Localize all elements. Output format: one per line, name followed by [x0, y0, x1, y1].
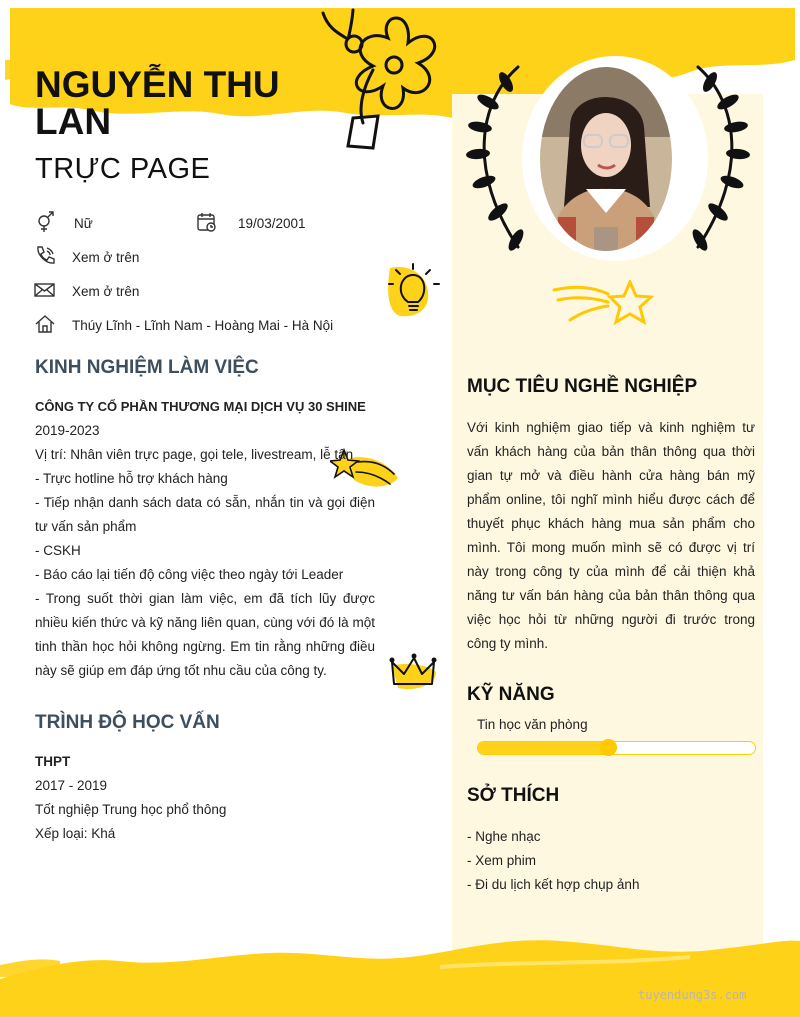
- date-of-birth: 19/03/2001: [238, 216, 306, 231]
- bottom-brush-decoration: [0, 927, 800, 1017]
- phone-icon: [34, 245, 56, 267]
- email-value: Xem ở trên: [72, 284, 140, 299]
- experience-line: - Trong suốt thời gian làm việc, em đã tích lũy được nhiều kiến thức và kỹ năng liên quan, cùng với đó là một tinh thần học hỏi không ngừng. Em tin rằng những điều này sẽ giúp em đáp ứng tốt nhu cầu của công ty.: [35, 591, 375, 678]
- phone-value: Xem ở trên: [72, 250, 140, 265]
- profile-photo: [540, 67, 672, 251]
- education-heading: TRÌNH ĐỘ HỌC VẤN: [35, 712, 220, 733]
- candidate-position: TRỰC PAGE: [35, 153, 211, 185]
- experience-line: - Tiếp nhận danh sách data có sẵn, nhắn tin và gọi điện tư vấn sản phẩm: [35, 495, 375, 534]
- hobby-item: - Đi du lịch kết hợp chụp ảnh: [467, 877, 640, 892]
- school-name: THPT: [35, 754, 71, 769]
- experience-line: - Trực hotline hỗ trợ khách hàng: [35, 471, 228, 486]
- skill-level-knob: [600, 739, 617, 756]
- skill-level-fill: [478, 742, 608, 754]
- shooting-star-icon: [552, 280, 654, 326]
- crown-doodle-icon: [388, 652, 440, 694]
- hobbies-list: [467, 825, 755, 897]
- address-value: Thúy Lĩnh - Lĩnh Nam - Hoàng Mai - Hà Nội: [72, 318, 334, 333]
- home-icon: [34, 313, 56, 335]
- hobby-item: - Xem phim: [467, 853, 537, 868]
- skills-heading: KỸ NĂNG: [467, 684, 555, 705]
- education-degree: Tốt nghiệp Trung học phổ thông: [35, 802, 227, 817]
- education-block: [35, 750, 375, 846]
- experience-period: 2019-2023: [35, 423, 100, 438]
- gender-icon: [34, 211, 56, 233]
- education-period: 2017 - 2019: [35, 778, 108, 793]
- experience-line: - Báo cáo lại tiến độ công việc theo ngày tới Leader: [35, 567, 344, 582]
- skill-level-bar: [477, 741, 756, 755]
- objective-text: Với kinh nghiệm giao tiếp và kinh nghiệm tư vấn khách hàng của bản thân thông qua thời gian tự mở và điều hành cửa hàng bán mỹ phẩm online, tôi nghĩ mình hiểu được cách để thuyết phục khách hàng mua sản phẩm cho mình. Tôi mong muốn mình sẽ có được vị trí này trong công ty của mình để cải thiện khả năng tư vấn bán hàng của bản thân thông qua việc học hỏi từ những người đi trước trong công ty mình.: [467, 420, 755, 651]
- company-name: CÔNG TY CỔ PHẦN THƯƠNG MẠI DỊCH VỤ 30 SHINE: [35, 399, 366, 414]
- flower-doodle-icon: [318, 8, 443, 163]
- experience-line: Vị trí: Nhân viên trực page, gọi tele, livestream, lễ tân: [35, 447, 354, 462]
- candidate-name: NGUYỄN THU LAN: [35, 64, 280, 142]
- watermark: tuyendung3s.com: [638, 988, 747, 1002]
- hobby-item: - Nghe nhạc: [467, 829, 541, 844]
- gender-value: Nữ: [74, 216, 93, 231]
- experience-heading: KINH NGHIỆM LÀM VIỆC: [35, 357, 259, 378]
- objective-heading: MỤC TIÊU NGHỀ NGHIỆP: [467, 376, 698, 397]
- hobbies-heading: SỞ THÍCH: [467, 785, 560, 806]
- skill-name: Tin học văn phòng: [477, 717, 588, 732]
- experience-block: [35, 395, 375, 683]
- lightbulb-doodle-icon: [386, 262, 446, 320]
- education-grade: Xếp loại: Khá: [35, 826, 116, 841]
- experience-line: - CSKH: [35, 543, 81, 558]
- email-icon: [34, 279, 56, 301]
- calendar-icon: [196, 211, 218, 233]
